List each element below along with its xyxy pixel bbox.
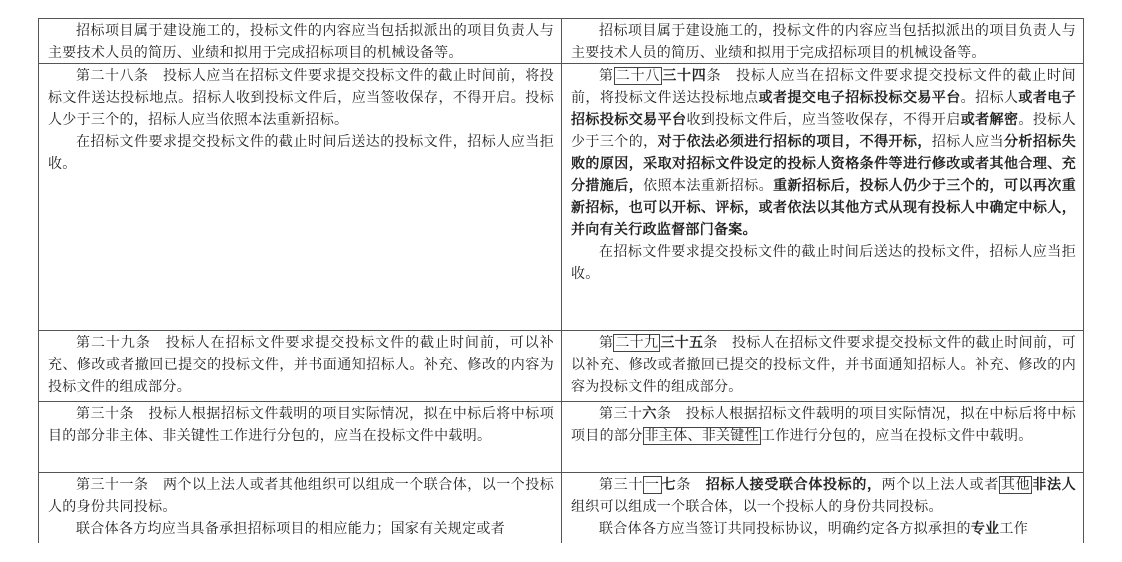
text-span: 第	[599, 68, 614, 84]
text-span: 联合体各方应当签订共同投标协议，明确约定各方拟承担的	[599, 521, 971, 537]
paragraph: 招标项目属于建设施工的，投标文件的内容应当包括拟派出的项目负责人与主要技术人员的简历、业绩和拟用于完成招标项目的机械设备等。	[571, 23, 1076, 61]
table-row	[38, 18, 1084, 63]
deleted-text: 二十八	[615, 68, 661, 84]
original-text-cell	[39, 473, 562, 543]
table-row	[38, 472, 1084, 543]
text-span: 收到投标文件后，应当签收保存，不得开启	[686, 112, 961, 128]
table-row	[38, 63, 1084, 330]
text-span: 工作进行分包的，应当在投标文件中载明。	[760, 428, 1033, 444]
added-text: 或者电子招标投标交易平台	[571, 90, 1077, 128]
paragraph: 在招标文件要求提交投标文件的截止时间后送达的投标文件，招标人应当拒收。	[48, 134, 554, 172]
text-span: 第三十	[599, 406, 643, 422]
deleted-text: 一	[645, 477, 660, 493]
paragraph	[571, 332, 1076, 398]
text-span: 条 投标人根据招标文件载明的项目实际情况，拟在中标后将中标项目的部分	[571, 406, 1077, 444]
text-span: 。投标人少于三个的，	[571, 112, 1077, 150]
revised-text-cell	[562, 64, 1083, 330]
added-text: 或者解密	[960, 112, 1019, 128]
original-text-cell	[39, 331, 562, 401]
added-text: 或者提交电子招标投标交易平台	[758, 90, 961, 106]
text-span: 第	[599, 335, 614, 351]
paragraph: 第二十九条 投标人在招标文件要求提交投标文件的截止时间前，可以补充、修改或者撤回已提交的投标文件，并书面通知招标人。补充、修改的内容为投标文件的组成部分。	[48, 335, 554, 395]
added-text: 重新招标后，投标人仍少于三个的，可以再次重新招标，也可以开标、评标，或者依法以其他方式从现有投标人中确定中标人，并向有关行政监督部门备案。	[571, 178, 1076, 238]
original-text-cell	[39, 64, 562, 330]
paragraph	[571, 65, 1076, 241]
text-span: 第三十	[599, 477, 643, 493]
paragraph: 第三十一条 两个以上法人或者其他组织可以组成一个联合体，以一个投标人的身份共同投标。	[48, 477, 554, 515]
deleted-text: 其他	[1001, 477, 1031, 493]
text-span: 两个以上法人或者	[881, 477, 999, 493]
text-span: 条	[676, 477, 706, 493]
paragraph	[571, 403, 1076, 447]
text-span: 条 投标人应当在招标文件要求提交投标文件的截止时间前，将投标文件送达投标地点	[571, 68, 1076, 106]
added-text: 六	[642, 406, 657, 422]
added-text: 三十四	[662, 68, 707, 84]
text-span: 依照本法重新招标。	[643, 178, 774, 194]
revised-text-cell	[562, 331, 1083, 401]
added-text: 非法人	[1032, 477, 1076, 493]
paragraph: 招标项目属于建设施工的，投标文件的内容应当包括拟派出的项目负责人与主要技术人员的简历、业绩和拟用于完成招标项目的机械设备等。	[48, 23, 554, 61]
added-text: 分析招标失败的原因，采取对招标文件设定的投标人资格条件等进行修改或者其他合理、充分措施后，	[571, 134, 1077, 194]
table-row	[38, 330, 1084, 401]
text-span: 条 投标人在招标文件要求提交投标文件的截止时间前，可以补充、修改或者撤回已提交的投标文件，并书面通知招标人。补充、修改的内容为投标文件的组成部分。	[571, 335, 1076, 395]
added-text: 三十五	[660, 335, 704, 351]
paragraph: 第二十八条 投标人应当在招标文件要求提交投标文件的截止时间前，将投标文件送达投标地点。招标人收到投标文件后，应当签收保存，不得开启。投标人少于三个的，招标人应当依照本法重新招标。	[48, 68, 554, 128]
deleted-text: 二十九	[615, 335, 659, 351]
text-span: 组织可以组成一个联合体，以一个投标人的身份共同投标。	[571, 499, 943, 515]
text-span: 工作	[999, 521, 1029, 537]
comparison-table	[38, 18, 1084, 543]
revised-text-cell	[562, 402, 1083, 472]
revised-text-cell	[562, 473, 1083, 543]
text-span: 招标人应当	[931, 134, 1004, 150]
paragraph: 在招标文件要求提交投标文件的截止时间后送达的投标文件，招标人应当拒收。	[571, 244, 1076, 282]
paragraph	[571, 474, 1076, 518]
deleted-text: 非主体、非关键性	[644, 428, 759, 444]
paragraph: 联合体各方均应当具备承担招标项目的相应能力；国家有关规定或者	[76, 521, 505, 537]
paragraph	[571, 518, 1076, 540]
original-text-cell	[39, 19, 562, 63]
added-text: 专业	[970, 521, 1000, 537]
text-span: 。招标人	[960, 90, 1019, 106]
paragraph: 第三十条 投标人根据招标文件载明的项目实际情况，拟在中标后将中标项目的部分非主体、非关键性工作进行分包的，应当在投标文件中载明。	[48, 406, 554, 444]
table-row	[38, 401, 1084, 472]
revised-text-cell	[562, 19, 1083, 63]
added-text: 招标人接受联合体投标的，	[705, 477, 882, 493]
added-text: 七	[661, 477, 677, 493]
added-text: 对于依法必须进行招标的项目，不得开标，	[657, 134, 932, 150]
original-text-cell	[39, 402, 562, 472]
